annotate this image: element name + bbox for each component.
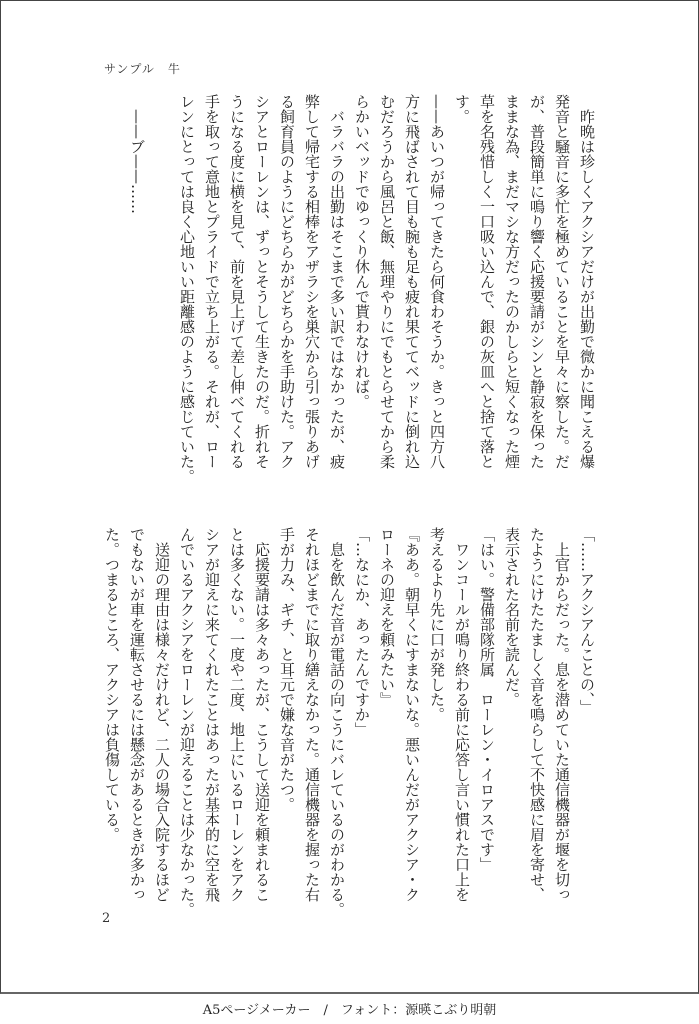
text-line: シアが迎えに来てくれたことはあったが基本的に空を飛: [203, 527, 221, 902]
text-line: んでいるアクシアをローレンが迎えることは少なかった。: [178, 527, 196, 917]
text-line: 表示された名前を読んだ。: [503, 527, 521, 707]
text-line: むだろうから風呂と飯、無理やりにでもとらせてから柔: [378, 94, 396, 469]
page-number: 2: [102, 911, 111, 926]
text-line: 送迎の理由は様々だけれど、二人の場合入院するほど: [153, 527, 171, 902]
text-line: バラバラの出勤はそこまで多い訳ではなかったが、疲: [328, 94, 346, 469]
text-line: 弊して帰宅する相棒をアザラシを巣穴から引っ張りあげ: [303, 94, 321, 469]
text-line: ローネの迎えを頼みたい』: [378, 527, 396, 707]
text-line: 手を取って意地とプライドで立ち上がる。それが、ロー: [203, 94, 221, 469]
text-line: る飼育員のようにどちらかがどちらかを手助けた。アク: [278, 94, 296, 469]
text-line: た。つまるところ、アクシアは負傷している。: [103, 527, 121, 842]
footer-credit: A5ページメーカー / フォント：源暎こぶり明朝: [202, 1003, 497, 1018]
lower-text-block: [99, 527, 599, 917]
text-line: ——ブ——……: [128, 94, 146, 214]
text-line: それほどまでに取り繕えなかった。通信機器を握った右: [303, 527, 321, 902]
text-line: らかいベッドでゆっくり休んで貰わなければ。: [353, 94, 371, 409]
text-line: 息を飲んだ音が電話の向こうにバレているのがわかる。: [328, 527, 346, 917]
text-line: 「…なにか、あったんですか」: [353, 527, 371, 737]
text-line: うになる度に横を見て、前を見上げて差し伸べてくれる: [228, 94, 246, 469]
text-line: 発音と騒音に多忙を極めていることを早々に察した。だ: [553, 94, 571, 469]
text-line: とは多くない。一度や二度、地上にいるローレンをアク: [228, 527, 246, 902]
running-header: サンプル 牛: [104, 62, 181, 76]
text-line: ままな為、まだマシな方だったのかしらと短くなった煙: [503, 94, 521, 469]
text-line: 草を名残惜しく一口吸い込んで、銀の灰皿へと捨て落と: [478, 94, 496, 469]
text-line: たようにけたたましく音を鳴らして不快感に眉を寄せ、: [528, 527, 546, 902]
text-line: ワンコールが鳴り終わる前に応答し言い慣れた口上を: [453, 527, 471, 902]
text-line: ——あいつが帰ってきたら何食わそうか。きっと四方八: [428, 94, 446, 469]
text-line: 『ああ。朝早くにすまないな。悪いんだがアクシア・ク: [403, 527, 421, 902]
text-line: が、普段簡単に鳴り響く応援要請がシンと静寂を保った: [528, 94, 546, 469]
upper-text-block: [124, 94, 599, 484]
text-line: 昨晩は珍しくアクシアだけが出勤で微かに聞こえる爆: [578, 94, 596, 469]
text-line: 考えるより先に口が発した。: [428, 527, 446, 722]
text-line: す。: [453, 94, 471, 124]
text-line: 上官からだった。息を潜めていた通信機器が堰を切っ: [553, 527, 571, 902]
text-line: 応援要請は多々あったが、こうして送迎を頼まれるこ: [253, 527, 271, 902]
text-line: 「はい。警備部隊所属 ローレン・イロアスです」: [478, 527, 496, 872]
text-line: シアとローレンは、ずっとそうして生きたのだ。折れそ: [253, 94, 271, 469]
text-line: 方に飛ばされて目も腕も足も疲れ果ててベッドに倒れ込: [403, 94, 421, 469]
text-line: 手が力み、ギチ、と耳元で嫌な音がたつ。: [278, 527, 296, 812]
text-line: 「……アクシアんことの、」: [578, 527, 596, 715]
text-line: でもないが車を運転させるには懸念があるときが多かっ: [128, 527, 146, 902]
text-line: レンにとっては良く心地いい距離感のように感じていた。: [178, 94, 196, 484]
text-line: [149, 94, 174, 474]
